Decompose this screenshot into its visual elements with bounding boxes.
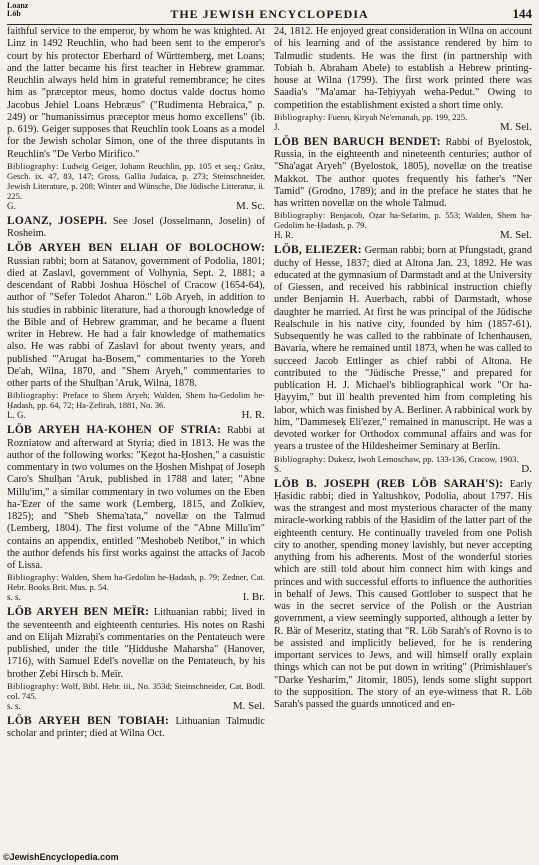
entry-heading: LÖB BEN BARUCH BENDET:	[274, 135, 441, 148]
article-entry	[7, 242, 265, 390]
entry-text: Lithuanian rabbi; lived in the seventeenth and eighteenth centuries. His notes on Rashi and on Elijah Mizraḥi's commentaries on the Pentateuch were published, under the title "Ḥiddushe Maharsha" (Hanover, 1716), with Samuel Edel's novellæ on the Pentateuch, by his brother Ẓebi Hirsch b. Meïr.	[7, 607, 265, 680]
bibliography-label: Bibliography:	[7, 680, 59, 691]
signature-initials-right: M. Sel.	[499, 229, 532, 242]
right-column	[274, 26, 532, 844]
article-entry	[274, 136, 532, 211]
article-paragraph: 24, 1812. He enjoyed great consideration in Wilna on account of his learning and of the assistance rendered by him to Talmudic students. He was the first (in partnership with Tobiah b. Abraham Abele) to establish a Hebrew printing-house at Wilna (1799). The first work printed there was Saadia's "Ma'amar ha-Teḥiyyah weha-Pedut." Owing to competition the establishment existed a short time only.	[274, 26, 532, 111]
bibliography-label: Bibliography:	[7, 160, 59, 171]
author-signature	[7, 701, 265, 712]
signature-initials-right: D.	[521, 462, 532, 475]
signature-initials-left: H. R.	[274, 230, 294, 241]
running-head-guide-words: Loanz Löb	[7, 1, 29, 18]
entry-text: Rabbi of Byelostok, Russia, in the eighteenth and nineteenth centuries; author of "Sha'agat Aryeh" (Byelostok, 1805), novellæ on the treatise Makkot. The author quotes frequently his father's "Ner Tamid" (Grodno, 1789); and in the preface he states that he has written novellæ on the whole Talmud.	[274, 136, 532, 209]
bibliography-label: Bibliography:	[7, 390, 59, 401]
signature-initials-right: I. Br.	[242, 591, 265, 604]
bibliography-label: Bibliography:	[274, 111, 326, 122]
bibliography-text: Walden, Shem ha-Gedolim he-Ḥadash, p. 79; Zedner, Cat. Hebr. Books Brit. Mus. p. 54.	[7, 572, 265, 593]
bibliography	[7, 161, 265, 201]
signature-initials-left: S.	[274, 463, 282, 474]
signature-initials-left: s. s.	[7, 592, 21, 603]
bibliography-text: Benjacob, Oẓar ha-Sefarim, p. 553; Walden, Shem ha-Gedolim he-Ḥadash, p. 79.	[274, 210, 532, 231]
author-signature	[274, 122, 532, 133]
bibliography-text: Fuenn, Ḳiryah Ne'emanah, pp. 199, 225.	[327, 111, 468, 122]
signature-initials-right: M. Sel.	[499, 120, 532, 133]
running-header	[7, 2, 532, 25]
bibliography-text: Wolf, Bibl. Hebr. iii., No. 353d; Steinschneider, Cat. Bodl. col. 745.	[7, 680, 265, 701]
article-entry	[274, 478, 532, 712]
entry-heading: LÖB ARYEH BEN TOBIAH:	[7, 714, 170, 727]
entry-heading: LÖB ARYEH HA-KOHEN OF STRIA:	[7, 424, 221, 437]
signature-initials-right: M. Sc.	[235, 199, 265, 212]
article-entry	[274, 244, 532, 453]
bibliography	[7, 681, 265, 701]
bibliography-text: Ludwig Geiger, Johann Reuchlin, pp. 105 et seq.; Grätz, Gesch. ix. 47, 83, 147; Gross, Gallia Judaica, p. 273; Steinschneider, Jewish Literature, p. 208; Winter and Wünsche, Die Jüdische Litteratur, ii. 225.	[7, 160, 265, 201]
author-signature	[274, 230, 532, 241]
left-column	[7, 26, 265, 844]
signature-initials-left: L. G.	[7, 410, 26, 421]
signature-initials-left: s. s.	[7, 700, 21, 711]
author-signature	[7, 201, 265, 212]
entry-text: See Josel (Josselmann, Joselin) of Rosheim.	[7, 215, 265, 239]
bibliography-text: Preface to Shem Aryeh; Walden, Shem ha-Gedolim he-Ḥadash, pp. 64, 72; Ha-Ẓefirah, 1881, No. 36.	[7, 390, 265, 411]
bibliography-label: Bibliography:	[274, 453, 326, 464]
signature-initials-right: H. R.	[241, 409, 265, 422]
signature-initials-left: G.	[7, 200, 16, 211]
bibliography-label: Bibliography:	[274, 210, 326, 221]
article-entry	[7, 215, 265, 241]
entry-heading: LOANZ, JOSEPH.	[7, 214, 108, 227]
entry-text: Early Ḥasidic rabbi; died in Yaltushkov, Podolia, about 1797. His was the strangest and most mysterious character of the many miracle-working rabbis of the Ḥasidim of the latter part of the eighteenth century. He continually traveled from one Polish city to another, spending money lavishly, but never accepting anything from his adherents. Most of the wonderful stories which are still told about him connect him with kings and princes and with successful efforts to influence the authorities in behalf of Jews. This caused Gottlober to suspect that he was in the secret service of the Polish or the Austrian government, a view seemingly supported, although a letter by R. Bär of Meseritz, stating that "R. Löb Sarah's of Rovno is to be assisted and implicitly believed, for he is rendering important services to Jews, and will himself orally explain things which can not be put down in writing" (Primishlauer's "Darke Yesharim," Jitomir, 1805), lends some slight support to the supposition. The story of an eye-witness that R. Löb Sarah's passed the guards unnoticed and en-	[274, 478, 532, 710]
encyclopedia-title: THE JEWISH ENCYCLOPEDIA	[170, 7, 369, 21]
bibliography	[7, 390, 265, 410]
bibliography-text: Dukesz, Iwoh Lemoschaw, pp. 133-136, Cracow, 1903.	[327, 453, 519, 464]
article-entry	[7, 606, 265, 681]
entry-heading: LÖB ARYEH BEN ELIAH OF BOLOCHOW:	[7, 242, 265, 255]
article-entry	[7, 715, 265, 741]
signature-initials-left: J.	[274, 121, 280, 132]
copyright-footer: ©JewishEncyclopedia.com	[3, 852, 119, 862]
article-paragraph: faithful service to the emperor, by whom he was knighted. At Linz in 1492 Reuchlin, who had been sent to the emperor's court by his protector Eberhard of Württemberg, met Loans; and the latter became his first teacher in Hebrew grammar. Reuchlin always held him in grateful remembrance; he cites him as "præceptor meus, homo doctus valde doctus homo Jacobus Jehiel Loans Hebræus" ("Rudimenta Hebraica," p. 249) or "humanissimus præceptor meus homo excellens" (ib. p. 619). Geiger supposes that Reuchlin took Loans as a model for the Jewish scholar Simon, one of the three disputants in Reuchlin's "De Verbo Mirifico."	[7, 26, 265, 160]
entry-text: Rabbi at Rozniatow and afterward at Styria; died in 1813. He was the author of the following works: "Ḳeẓot ha-Ḥoshen," a casuistic commentary in two volumes on the Ḥoshen Mishpaṭ of Joseph Caro's Shulḥan 'Aruk, published in 1788 and later; "Abne Millu'im," a similar commentary in two volumes on the Eben ha-'Ezer of the same work (Lemberg, 1815, and Zolkiev, 1825); and "Sheb Shema'tata," novellæ on the Talmud (Lemberg, 1804). The first volume of the "Abne Millu'im" contains an appendix, entitled "Meshobeb Netibot," in which the author defends his first works against the attacks of Jacob of Lissa.	[7, 425, 265, 571]
entry-text: German rabbi; born at Pfungstadt, grand duchy of Hesse, 1837; died at Altona Jan. 23, 1892. He was educated at the gymnasium of Darmstadt and at the University of Giessen, and received his rabbinical instruction chiefly under Benjamin H. Auerbach, rabbi of Darmstadt, whose daughter he married. At first he was principal of the Jüdische Realschule in his native city, founded by him (1857-61). Subsequently he was called to the rabbinate of Ichenhausen, Bavaria, where he remained until 1873, when he was called to succeed Jacob Ettlinger as chief rabbi of Altona. He contributed to the "Jüdische Presse," and prepared for publication H. J. Michael's bibliographical work "Or ha-Ḥayyim," but ill health prevented him from completing his labor, which was finished by A. Berliner. A rabbinical work by him, "Dammeseḳ Eli'ezer," remained in manuscript. He was a devoted worker for Orthodox communal affairs and was for years a trustee of the Hildesheimer Seminary at Berlin.	[274, 245, 532, 453]
bibliography	[274, 454, 532, 464]
author-signature	[274, 464, 532, 475]
entry-heading: LÖB B. JOSEPH (REB LÖB SARAH'S):	[274, 477, 504, 490]
bibliography-label: Bibliography:	[7, 572, 59, 583]
entry-text: Russian rabbi; born at Satanov, government of Podolia, 1801; died at Zaslavl, government of Volhynia, Sept. 2, 1881; a descendant of Rabbi Joshua Höschel of Cracow (1654-64), author of "Sefer Toledot Aharon." Löb Aryeh, in addition to his studies in rabbinic literature, had a thorough knowledge of the Bible and of Hebrew grammar, and he became a fluent writer in Hebrew. He had a fair knowledge of mathematics also. He was rabbi of Zaslavl for about twenty years, and published "'Arugat ha-Bosem," commentaries to the Yoreh De'ah, Wilna, 1870, and "Shem Aryeh," commentaries to other parts of the Shulḥan 'Aruk, Wilna, 1878.	[7, 255, 265, 389]
article-entry	[7, 424, 265, 572]
author-signature	[7, 592, 265, 603]
bibliography	[7, 572, 265, 592]
entry-heading: LÖB ARYEH BEN MEÏR:	[7, 606, 150, 619]
bibliography	[274, 112, 532, 122]
entry-heading: LÖB, ELIEZER:	[274, 244, 362, 257]
entry-text: Lithuanian Talmudic scholar and printer; died at Wilna Oct.	[7, 715, 265, 739]
signature-initials-right: M. Sel.	[232, 699, 265, 712]
page-number: 144	[512, 6, 532, 21]
author-signature	[7, 410, 265, 421]
bibliography	[274, 210, 532, 230]
